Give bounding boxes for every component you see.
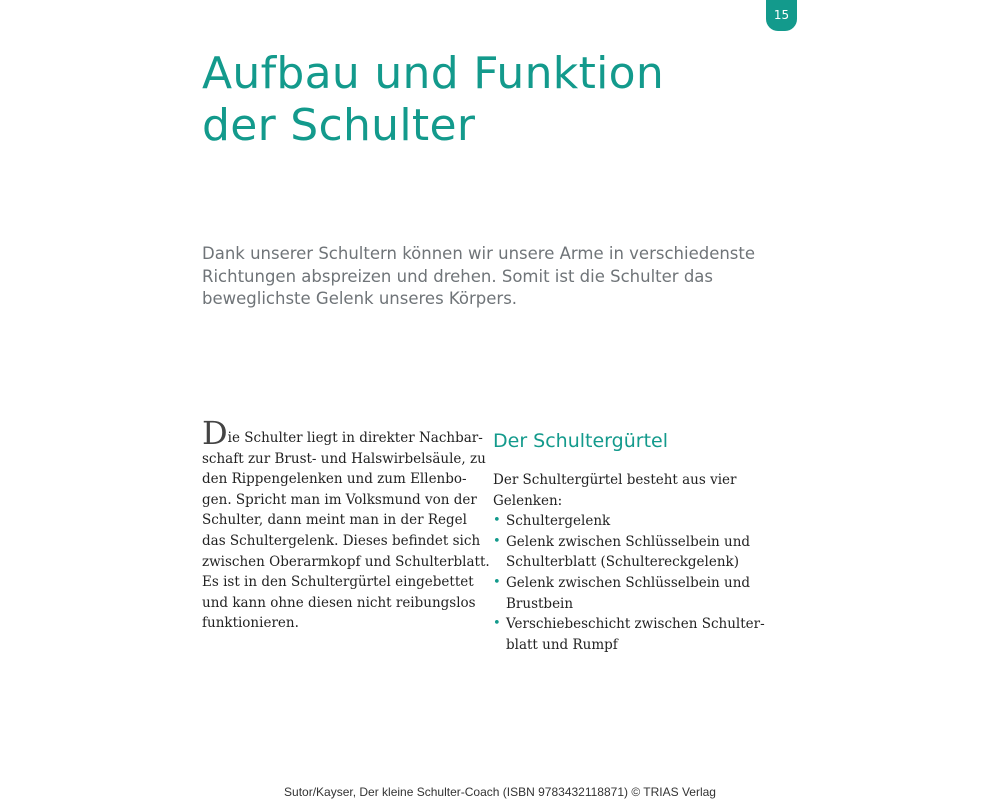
left-body-paragraph [202,414,490,634]
body-line: den Rippengelenken und zum Ellenbo- [202,471,467,488]
list-item [493,614,765,655]
body-line: schaft zur Brust- und Halswirbelsäule, zu [202,450,486,467]
body-line: Schulter, dann meint man in der Regel [202,512,467,529]
list-item-line: Verschiebeschicht zwischen Schulter- [506,616,765,633]
list-item-line: blatt und Rumpf [506,636,618,653]
intro-line: beweglichste Gelenk unseres Körpers. [202,289,518,308]
body-first-line-text: ie Schulter liegt in direkter Nachbar- [227,430,483,446]
intro-paragraph [202,243,762,311]
intro-line: Dank unserer Schultern können wir unsere Arme in verschiedenste [202,244,756,263]
list-item [493,511,765,532]
body-line: gen. Spricht man im Volksmund von der [202,491,477,508]
list-item-line: Schultergelenk [506,513,611,530]
body-line: zwischen Oberarmkopf und Schulterblatt. [202,553,490,570]
page-title [202,48,664,152]
joint-list [493,511,765,655]
list-item-line: Schulterblatt (Schultereckgelenk) [506,554,739,571]
page-title-line-2: der Schulter [202,100,476,151]
body-line: Es ist in den Schultergürtel eingebettet [202,574,474,591]
list-item-line: Gelenk zwischen Schlüsselbein und [506,533,751,550]
list-item-line: Gelenk zwischen Schlüsselbein und [506,574,751,591]
right-body-text [493,470,765,655]
bullet-icon: • [493,616,501,632]
intro-line: Richtungen abspreizen und drehen. Somit ist die Schulter das [202,266,714,286]
list-item [493,573,765,614]
drop-cap: D [202,414,228,452]
body-line: und kann ohne diesen nicht reibungslos [202,594,476,611]
bullet-icon: • [493,574,501,590]
body-line: das Schultergelenk. Dieses befindet sich [202,532,481,549]
body-line: funktionieren. [202,615,299,632]
bullet-icon: • [493,533,501,549]
right-intro-line: Der Schultergürtel besteht aus vier [493,472,737,488]
body-first-line [202,414,483,452]
right-intro-line: Gelenken: [493,492,563,509]
page-title-line-1: Aufbau und Funktion [202,48,665,99]
page-number-badge: 15 [766,0,797,31]
list-item [493,532,765,573]
bullet-icon: • [493,513,501,529]
section-heading: Der Schultergürtel [493,430,668,452]
list-item-line: Brustbein [506,595,574,612]
footer-citation: Sutor/Kayser, Der kleine Schulter-Coach (ISBN 9783432118871) © TRIAS Verlag [284,785,716,799]
